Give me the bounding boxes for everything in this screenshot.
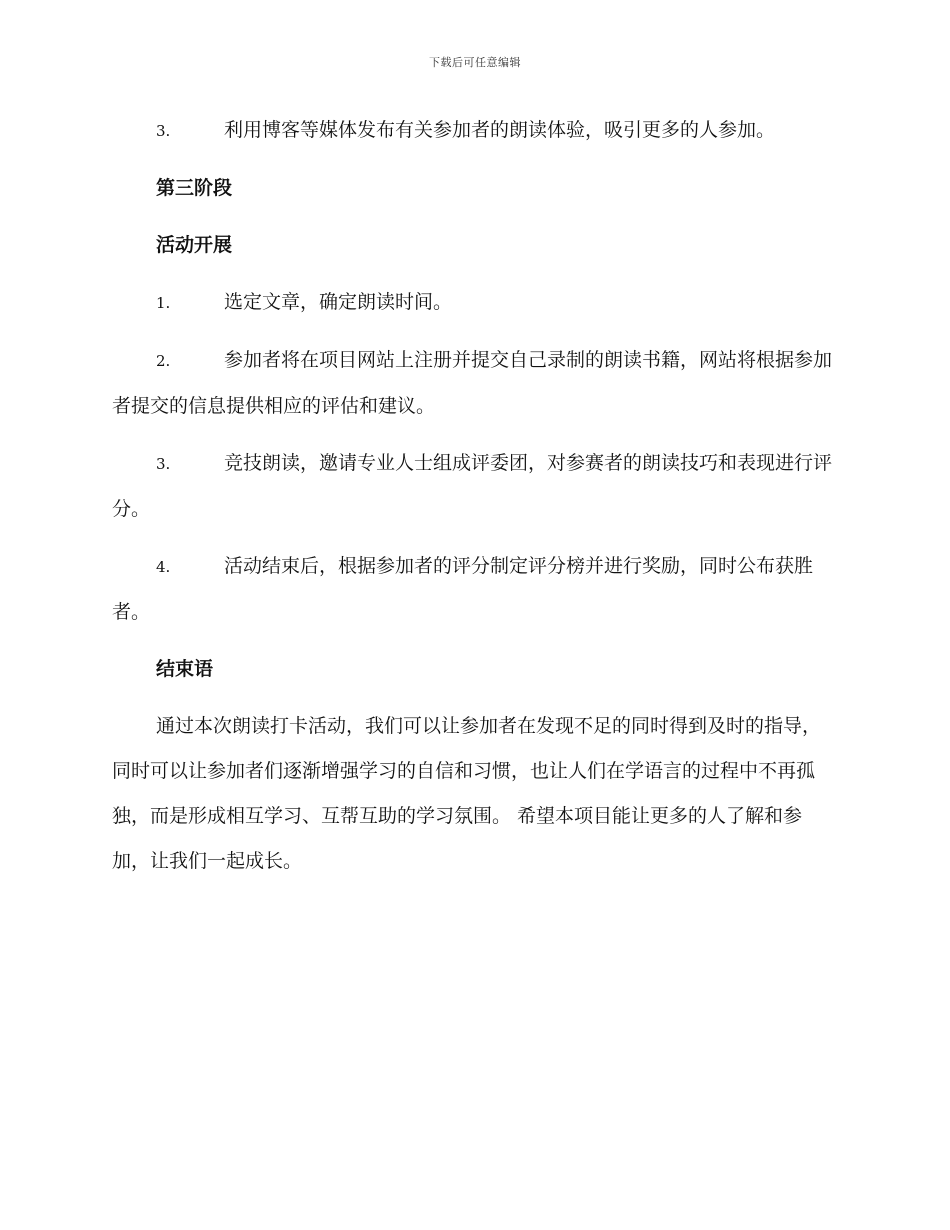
item-text: 参加者将在项目网站上注册并提交自己录制的朗读书籍，网站将根据参加者提交的信息提供相应的评估和建议。: [112, 349, 833, 417]
section-subtitle: 活动开展: [156, 234, 233, 256]
list-item: [112, 338, 836, 429]
list-item: [112, 108, 836, 154]
item-text: 竞技朗读，邀请专业人士组成评委团，对参赛者的朗读技巧和表现进行评分。: [112, 452, 833, 520]
page-header: 下载后可任意编辑: [429, 56, 521, 69]
item-number: 2.: [156, 352, 171, 370]
item-number: 3.: [156, 455, 171, 473]
list-item: [112, 441, 836, 532]
list-item: [112, 544, 836, 635]
item-number: 4.: [156, 558, 171, 576]
conclusion-paragraph: 通过本次朗读打卡活动，我们可以让参加者在发现不足的同时得到及时的指导，同时可以让参加者们逐渐增强学习的自信和习惯，也让人们在学语言的过程中不再孤独，而是形成相互学习、互帮互助的学习氛围。 希望本项目能让更多的人了解和参加，让我们一起成长。: [112, 715, 822, 872]
list-item: [112, 280, 836, 326]
item-text: 利用博客等媒体发布有关参加者的朗读体验，吸引更多的人参加。: [224, 119, 776, 141]
item-text: 选定文章，确定朗读时间。: [224, 291, 453, 313]
document-body: [112, 108, 836, 884]
item-number: 1.: [156, 294, 171, 312]
conclusion-title: 结束语: [156, 658, 214, 680]
item-text: 活动结束后，根据参加者的评分制定评分榜并进行奖励，同时公布获胜者。: [112, 555, 814, 623]
item-number: 3.: [156, 122, 171, 140]
section-title: 第三阶段: [156, 177, 233, 199]
